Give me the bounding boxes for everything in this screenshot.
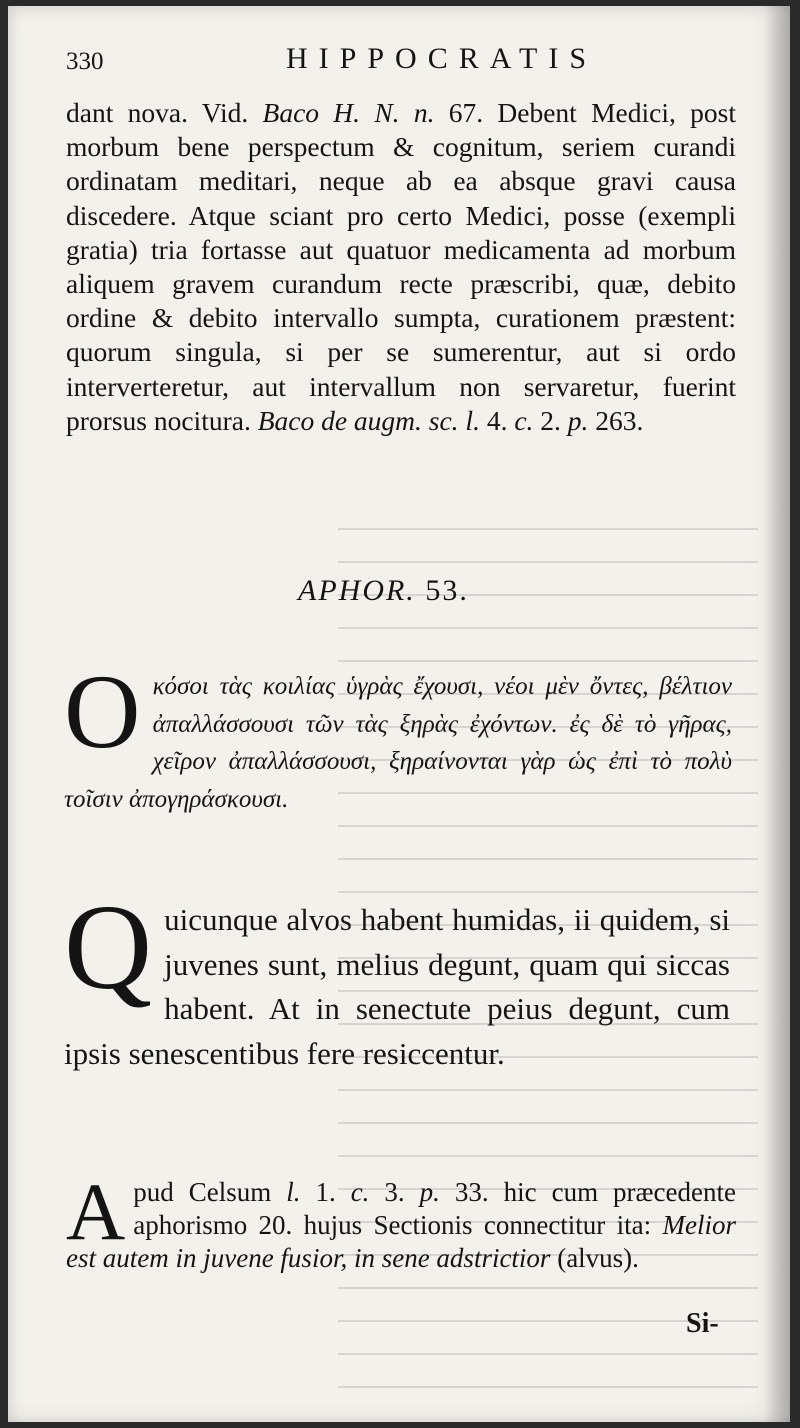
- note-reference: p.: [419, 1177, 440, 1207]
- book-page: [8, 6, 790, 1422]
- note-text: 3.: [369, 1177, 420, 1207]
- running-title: HIPPOCRATIS: [286, 42, 598, 75]
- note-text: 33. hic cum præcedente aphorismo 20. hujus Sectionis connectitur ita:: [133, 1177, 736, 1240]
- commentary-top: [66, 96, 736, 536]
- greek-body: κόσοι τὰς κοιλίας ὑγρὰς ἔχουσι, νέοι μὲν ὄντες, βέλτιον ἀπαλλάσσουσι τῶν τὰς ξηρὰς ἐχόντων. ἐς δὲ τὸ γῆρας, χεῖρον ἀπαλλάσσουσι, ξηραίνονται γὰρ ὡς ἐπὶ τὸ πολὺ τοῖσιν ἀπογηράσκουσι.: [64, 673, 732, 813]
- note-reference: c.: [514, 404, 534, 436]
- catchword: Si-: [686, 1308, 719, 1339]
- note-reference: l.: [286, 1177, 301, 1207]
- page-fold-shadow: [764, 6, 790, 1422]
- aphorism-label: APHOR.: [298, 574, 416, 607]
- page-number: 330: [66, 48, 104, 75]
- note-text: 2.: [533, 404, 568, 436]
- note-reference: p.: [567, 404, 589, 436]
- note-reference: Baco de augm. sc. l.: [257, 404, 480, 436]
- note-reference: c.: [350, 1177, 370, 1207]
- greek-drop-cap: O: [64, 653, 141, 770]
- note-quotation: Melior est autem in juvene fusior, in sene adstrictior: [66, 1210, 736, 1273]
- commentary-bottom: [66, 1166, 736, 1316]
- latin-body: uicunque alvos habent humidas, ii quidem, si juvenes sunt, melius degunt, quam qui siccas habent. At in senectute peius degunt, cum ipsis senescentibus fere resiccentur.: [64, 902, 730, 1071]
- note-text: 1.: [300, 1177, 351, 1207]
- greek-text: [64, 653, 732, 858]
- aphorism-heading: [298, 574, 469, 608]
- note-text: 4.: [479, 404, 515, 436]
- note-text: 263.: [588, 404, 644, 436]
- note-reference: Baco H. N. n.: [262, 97, 435, 128]
- latin-translation: [64, 880, 730, 1076]
- aphorism-number: 53.: [425, 574, 469, 607]
- note-text: (alvus).: [550, 1243, 639, 1273]
- note-text: pud Celsum: [133, 1177, 287, 1207]
- note-drop-cap: A: [66, 1166, 126, 1257]
- note-text: 67. Debent Medici, post morbum bene perspectum & cognitum, seriem curandi ordinatam meditari, neque ab ea absque gravi causa discedere. Atque sciant pro certo Medici, posse (exempli gratia) tria fortasse aut quatuor medicamenta ad morbum aliquem gravem curandum recte præscribi, quæ, debito ordine & debito intervallo sumpta, curationem præstent: quorum singula, si per se sumerentur, aut si ordo interverteretur, aut intervallum non servaretur, fuerint prorsus nocitura.: [66, 97, 736, 436]
- page-header: [64, 40, 744, 86]
- latin-drop-cap: Q: [64, 880, 153, 1015]
- note-text: dant nova. Vid.: [66, 97, 263, 128]
